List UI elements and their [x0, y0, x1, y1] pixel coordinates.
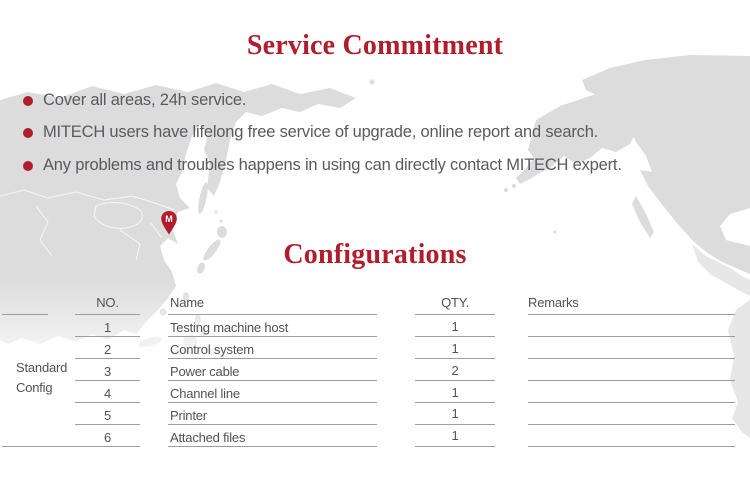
- bullet-dot-icon: [23, 128, 33, 138]
- pin-letter: M: [165, 213, 173, 224]
- cell-no: 5: [103, 408, 112, 423]
- service-bullet-text: Any problems and troubles happens in using can directly contact MITECH expert.: [43, 156, 622, 174]
- cell-name: Channel line: [170, 386, 240, 401]
- table-rule: [415, 380, 495, 381]
- cell-no: 4: [103, 386, 112, 401]
- col-header-qty: QTY.: [441, 295, 469, 310]
- service-commitment-title: Service Commitment: [246, 30, 504, 61]
- table-rule: [528, 314, 735, 315]
- cell-qty: 2: [451, 363, 459, 378]
- table-rule: [528, 424, 735, 425]
- bullet-dot-icon: [23, 96, 33, 106]
- location-pin-icon: [161, 211, 177, 236]
- table-rule: [415, 424, 495, 425]
- group-label-line1: Standard: [16, 360, 68, 375]
- table-rule: [528, 402, 735, 403]
- service-bullet-text: Cover all areas, 24h service.: [43, 91, 247, 109]
- table-rule: [75, 380, 140, 381]
- cell-no: 6: [103, 430, 112, 445]
- cell-qty: 1: [451, 428, 459, 443]
- cell-qty: 1: [451, 385, 459, 400]
- service-bullet-3: [23, 155, 622, 176]
- group-label-line2: Config: [16, 380, 53, 395]
- cell-no: 2: [103, 342, 112, 357]
- table-rule: [168, 402, 377, 403]
- table-rule: [415, 402, 495, 403]
- service-bullet-2: [23, 122, 598, 143]
- table-rule: [75, 336, 140, 337]
- table-rule: [168, 314, 377, 315]
- cell-name: Printer: [170, 408, 207, 423]
- table-rule: [168, 446, 377, 447]
- table-rule: [415, 336, 495, 337]
- col-header-remarks: Remarks: [528, 295, 579, 310]
- cell-no: 3: [103, 364, 112, 379]
- service-bullet-text: MITECH users have lifelong free service of upgrade, online report and search.: [43, 123, 599, 141]
- cell-no: 1: [103, 320, 112, 335]
- table-rule: [528, 446, 735, 447]
- service-bullet-1: [23, 90, 246, 111]
- table-rule: [528, 336, 735, 337]
- table-rule: [168, 424, 377, 425]
- table-rule: [528, 358, 735, 359]
- cell-name: Testing machine host: [170, 320, 289, 335]
- table-rule: [2, 314, 48, 315]
- table-rule: [415, 358, 495, 359]
- configurations-title: Configurations: [283, 239, 467, 270]
- table-rule: [168, 336, 377, 337]
- col-header-no: NO.: [96, 295, 119, 310]
- table-rule: [75, 314, 140, 315]
- bullet-dot-icon: [23, 161, 33, 171]
- cell-qty: 1: [451, 341, 459, 356]
- cell-name: Power cable: [170, 364, 240, 379]
- table-rule: [75, 358, 140, 359]
- cell-qty: 1: [451, 319, 459, 334]
- table-rule: [2, 446, 140, 447]
- cell-name: Control system: [170, 342, 254, 357]
- table-rule: [415, 314, 495, 315]
- table-rule: [415, 446, 495, 447]
- table-rule: [168, 380, 377, 381]
- table-rule: [528, 380, 735, 381]
- table-rule: [75, 424, 140, 425]
- table-rule: [168, 358, 377, 359]
- col-header-name: Name: [170, 295, 204, 310]
- cell-qty: 1: [451, 406, 459, 421]
- cell-name: Attached files: [170, 430, 246, 445]
- table-rule: [75, 402, 140, 403]
